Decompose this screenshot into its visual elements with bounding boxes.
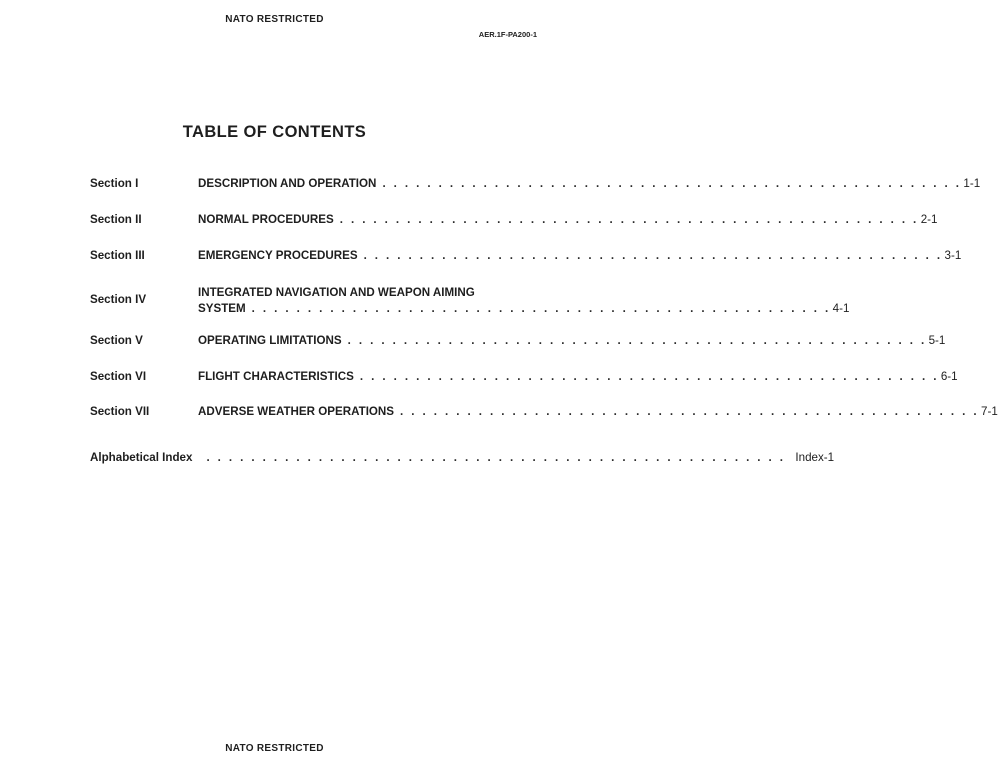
dot-leader: . . . . . . . . . . . . . . . . . . . . . . . . . . . . . . . . . . . . . . . . . . . . . . . . . . . .	[363, 249, 943, 262]
toc-entry-alphabetical-index[interactable]	[90, 450, 835, 466]
dot-leader: . . . . . . . . . . . . . . . . . . . . . . . . . . . . . . . . . . . . . . . . . . . . . . . . . . . .	[359, 370, 939, 383]
page-reference: 6-1	[940, 370, 958, 383]
section-label: Section III	[90, 249, 145, 262]
dot-leader: . . . . . . . . . . . . . . . . . . . . . . . . . . . . . . . . . . . . . . . . . . . . . . . . . . . .	[347, 334, 927, 347]
page-reference: Index-1	[795, 451, 835, 464]
dot-leader: . . . . . . . . . . . . . . . . . . . . . . . . . . . . . . . . . . . . . . . . . . . . . . . . . . . .	[382, 177, 962, 190]
document-number: AER.1F-PA200-1	[478, 30, 537, 39]
dot-leader: . . . . . . . . . . . . . . . . . . . . . . . . . . . . . . . . . . . . . . . . . . . . . . . . . . . .	[400, 405, 980, 418]
section-label: Section VII	[90, 405, 150, 418]
section-label: Section I	[90, 177, 139, 190]
section-label: Section VI	[90, 370, 147, 383]
page-reference: 7-1	[981, 405, 998, 418]
section-title: FLIGHT CHARACTERISTICS	[198, 370, 354, 383]
page-reference: 3-1	[944, 249, 962, 262]
page-reference: 4-1	[832, 302, 850, 315]
section-title: ADVERSE WEATHER OPERATIONS	[198, 405, 395, 418]
page-title: TABLE OF CONTENTS	[182, 123, 367, 141]
page-reference: 5-1	[928, 334, 946, 347]
section-title: EMERGENCY PROCEDURES	[198, 249, 358, 262]
section-title: NORMAL PROCEDURES	[198, 213, 334, 226]
section-title-line-2: SYSTEM	[198, 302, 246, 315]
dot-leader: . . . . . . . . . . . . . . . . . . . . . . . . . . . . . . . . . . . . . . . . . . . . . . . . . . . .	[206, 451, 786, 464]
page-reference: 1-1	[963, 177, 981, 190]
footer-classification: NATO RESTRICTED	[225, 743, 324, 754]
section-title-line-1: INTEGRATED NAVIGATION AND WEAPON AIMING	[198, 286, 475, 299]
index-label: Alphabetical Index	[90, 451, 193, 464]
dot-leader: . . . . . . . . . . . . . . . . . . . . . . . . . . . . . . . . . . . . . . . . . . . . . . . . . . . .	[251, 302, 831, 315]
section-label: Section II	[90, 213, 142, 226]
section-label: Section IV	[90, 293, 147, 306]
dot-leader: . . . . . . . . . . . . . . . . . . . . . . . . . . . . . . . . . . . . . . . . . . . . . . . . . . . .	[339, 213, 919, 226]
section-title: DESCRIPTION AND OPERATION	[198, 177, 377, 190]
header-classification: NATO RESTRICTED	[225, 14, 324, 25]
page-reference: 2-1	[920, 213, 938, 226]
section-label: Section V	[90, 334, 143, 347]
section-title: OPERATING LIMITATIONS	[198, 334, 342, 347]
